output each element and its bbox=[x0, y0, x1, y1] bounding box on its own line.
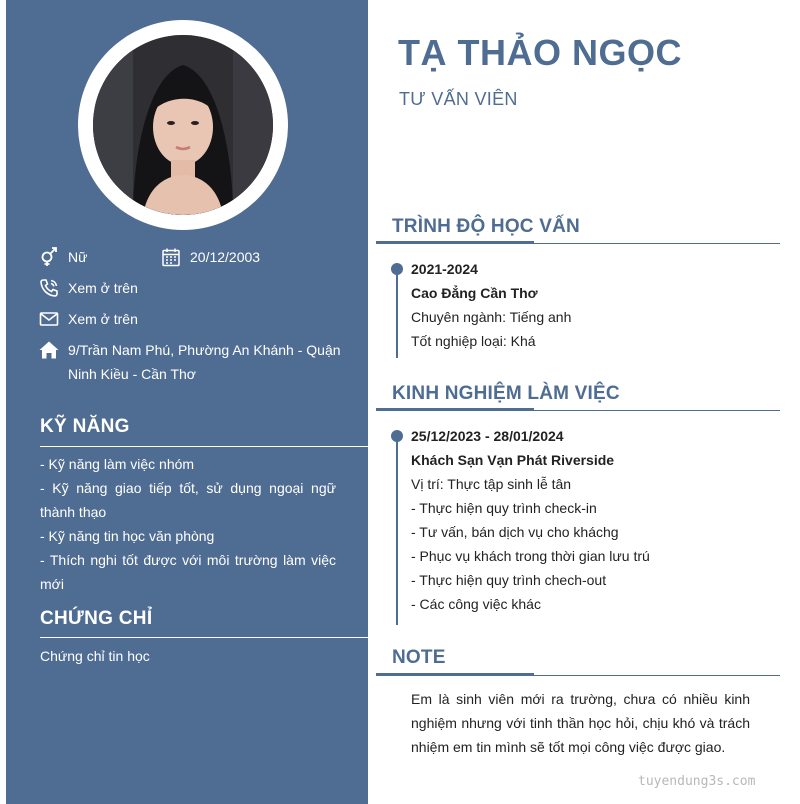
address-line-2: Ninh Kiều - Cần Thơ bbox=[68, 366, 196, 382]
experience-heading: KINH NGHIỆM LÀM VIỆC bbox=[392, 383, 620, 404]
experience-entry bbox=[411, 424, 650, 616]
gender-value: Nữ bbox=[68, 249, 88, 265]
job-title: TƯ VẤN VIÊN bbox=[399, 89, 518, 109]
education-period: 2021-2024 bbox=[411, 261, 478, 277]
experience-period: 25/12/2023 - 28/01/2024 bbox=[411, 428, 564, 444]
home-icon bbox=[38, 339, 60, 361]
education-timeline bbox=[396, 268, 398, 358]
experience-line: - Tư vấn, bán dịch vụ cho kháchg bbox=[411, 524, 619, 540]
avatar-frame bbox=[78, 20, 288, 230]
experience-line: Vị trí: Thực tập sinh lễ tân bbox=[411, 476, 572, 492]
experience-line: - Phục vụ khách trong thời gian lưu trú bbox=[411, 548, 650, 564]
phone-value: Xem ở trên bbox=[68, 280, 138, 296]
education-divider bbox=[376, 243, 780, 244]
skills-list bbox=[40, 452, 336, 596]
note-heading: NOTE bbox=[392, 647, 446, 668]
experience-company: Khách Sạn Vạn Phát Riverside bbox=[411, 452, 615, 468]
skills-divider bbox=[40, 446, 368, 447]
skill-item: - Kỹ năng làm việc nhóm bbox=[40, 456, 195, 472]
education-grade: Tốt nghiệp loại: Khá bbox=[411, 333, 536, 349]
email-icon bbox=[38, 308, 60, 330]
experience-divider bbox=[376, 410, 780, 411]
birthday-value: 20/12/2003 bbox=[190, 249, 261, 265]
gender-row bbox=[38, 245, 87, 269]
experience-line: - Thực hiện quy trình check-in bbox=[411, 500, 597, 516]
skill-item: - Thích nghi tốt được với môi trường làm việc mới bbox=[40, 552, 336, 592]
education-entry bbox=[411, 257, 571, 353]
certificates-list bbox=[40, 644, 336, 668]
calendar-icon bbox=[160, 246, 182, 268]
experience-line: - Các công việc khác bbox=[411, 596, 541, 612]
education-school: Cao Đẳng Cần Thơ bbox=[411, 285, 538, 301]
certificates-divider bbox=[40, 637, 368, 638]
certificates-heading: CHỨNG CHỈ bbox=[40, 608, 153, 629]
education-timeline-dot bbox=[391, 263, 403, 275]
skill-item: - Kỹ năng tin học văn phòng bbox=[40, 528, 215, 544]
certificate-item: Chứng chỉ tin học bbox=[40, 648, 150, 664]
address-value bbox=[68, 338, 341, 386]
experience-timeline-dot bbox=[391, 430, 403, 442]
skills-heading: KỸ NĂNG bbox=[40, 416, 130, 437]
experience-timeline bbox=[396, 435, 398, 625]
address-row bbox=[38, 338, 341, 386]
email-value: Xem ở trên bbox=[68, 311, 138, 327]
watermark: tuyendung3s.com bbox=[638, 774, 756, 789]
education-heading: TRÌNH ĐỘ HỌC VẤN bbox=[392, 216, 580, 237]
note-divider bbox=[376, 675, 780, 676]
experience-line: - Thực hiện quy trình chech-out bbox=[411, 572, 607, 588]
birthday-row bbox=[160, 245, 260, 269]
email-row bbox=[38, 307, 138, 331]
note-text: Em là sinh viên mới ra trường, chưa có nhiều kinh nghiệm nhưng với tinh thần học hỏi, chịu khó và trách nhiệm em tin mình sẽ tốt mọi công việc được giao. bbox=[411, 691, 750, 755]
gender-icon bbox=[38, 246, 60, 268]
avatar bbox=[93, 35, 273, 215]
address-line-1: 9/Trần Nam Phú, Phường An Khánh - Quận bbox=[68, 342, 341, 358]
phone-icon bbox=[38, 277, 60, 299]
candidate-name: TẠ THẢO NGỌC bbox=[398, 32, 682, 73]
sidebar bbox=[6, 0, 368, 804]
education-major: Chuyên ngành: Tiếng anh bbox=[411, 309, 572, 325]
phone-row bbox=[38, 276, 138, 300]
skill-item: - Kỹ năng giao tiếp tốt, sử dụng ngoại ngữ thành thạo bbox=[40, 480, 336, 520]
